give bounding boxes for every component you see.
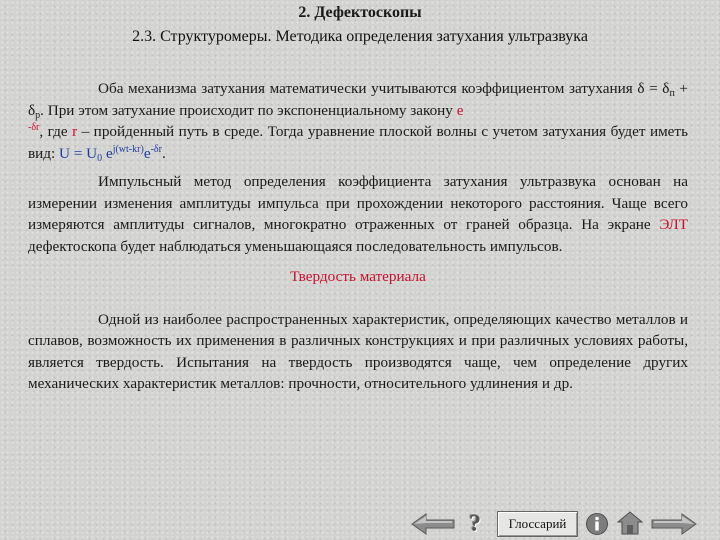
exponent-base: е (456, 101, 464, 119)
help-icon: ? (469, 511, 481, 537)
paragraph-attenuation (28, 78, 688, 164)
elt-term: ЭЛТ (659, 216, 688, 233)
home-icon[interactable] (616, 510, 644, 536)
text-fragment: дефектоскопа будет наблюдаться уменьшающаяся последовательность импульсов. (28, 237, 563, 255)
text-fragment: , где (39, 123, 73, 140)
slide-header (0, 0, 720, 47)
text-fragment: + δ (28, 80, 688, 119)
variable-r: r (72, 123, 78, 140)
slide-content (28, 78, 688, 395)
section-title: 2.3. Структуромеры. Методика определения затухания ультразвука (132, 28, 588, 45)
paragraph-pulse-method (28, 171, 688, 257)
subscript: п (669, 88, 675, 99)
text-fragment: . (161, 144, 166, 162)
arrow-left-icon[interactable] (410, 512, 456, 536)
info-icon[interactable] (585, 512, 609, 536)
glossary-button[interactable]: Глоссарий (497, 511, 578, 537)
text-fragment: Оба механизма затухания математически учитываются коэффициентом затухания δ = δ (98, 80, 670, 97)
wave-equation: $U = U_0$ $e^{j(wt-kr)}e^{-\delta r}$ (59, 143, 162, 164)
text-fragment: – пройденный путь в среде. Тогда уравнение плоской волны с учетом затухания будет иметь вид: (28, 123, 688, 162)
help-button[interactable] (462, 511, 488, 537)
paragraph-hardness: Одной из наиболее распространенных характеристик, определяющих качество металлов и сплавов, возможность их применения в различных конструкциях и при различных условиях работы, является твердость. Испытания на твердость производятся чаще, чем определение других механических характеристик металлов: прочности, относительного удлинения и др. (28, 310, 688, 392)
arrow-right-icon[interactable] (650, 512, 698, 536)
exponent: -δr (28, 122, 40, 133)
text-fragment: . При этом затухание происходит по экспоненциальному закону (40, 101, 457, 119)
subheading-hardness: Твердость материала (290, 268, 426, 285)
subscript: р (35, 109, 41, 121)
text-fragment: Импульсный метод определения коэффициента затухания ультразвука основан на измерении изменения амплитуды импульса при прохождении некоторого расстояния. Чаще всего измеряются амплитуды сигналов, многократно отраженных от граней образца. На экране (28, 173, 688, 233)
chapter-title: 2. Дефектоскопы (298, 4, 422, 21)
